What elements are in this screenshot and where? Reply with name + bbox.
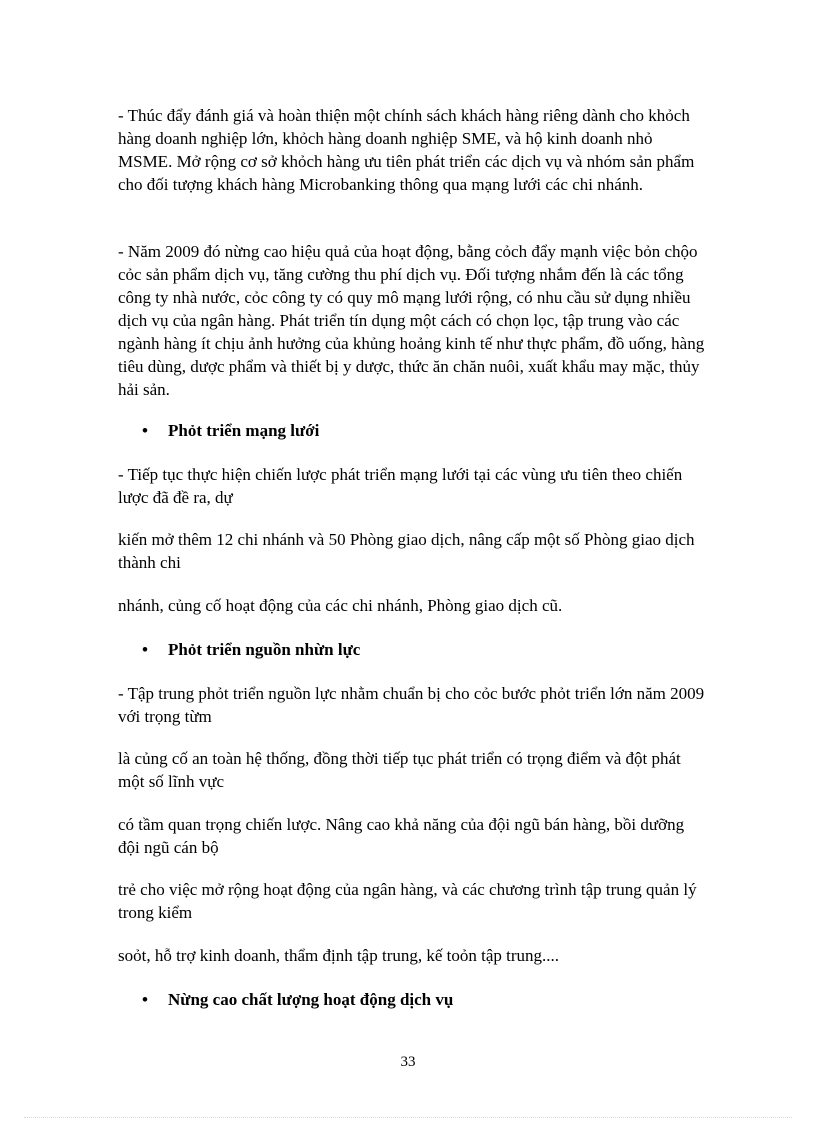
heading-network-development [142,419,319,442]
page-number: 33 [400,1054,416,1070]
heading-label: Phỏt triển nguồn nhừn lực [168,640,361,659]
paragraph-hr-focus: - Tập trung phỏt triển nguồn lực nhằm chuẩn bị cho cỏc bước phỏt triển lớn năm 2009 với trọng từm [118,684,705,726]
paragraph-customer-policy: - Thúc đẩy đánh giá và hoàn thiện một chính sách khách hàng riêng dành cho khỏch hàng doanh nghiệp lớn, khỏch hàng doanh nghiệp SME, và hộ kinh doanh nhỏ MSME. Mở rộng cơ sở khỏch hàng ưu tiên phát triển các dịch vụ và nhóm sản phẩm cho đối tượng khách hàng Microbanking thông qua mạng lưới các chi nhánh. [118,106,695,194]
paragraph-system-safety: là củng cố an toàn hệ thống, đồng thời tiếp tục phát triển có trọng điểm và đột phát một số lĩnh vực [118,749,681,791]
heading-label: Nừng cao chất lượng hoạt động dịch vụ [168,990,454,1009]
page-edge-divider [24,1117,792,1118]
heading-label: Phỏt triển mạng lưới [168,421,320,440]
paragraph-network-strategy: - Tiếp tục thực hiện chiến lược phát triển mạng lưới tại các vùng ưu tiên theo chiến lược đã đề ra, dự [118,465,683,507]
bullet-icon: • [142,421,148,440]
paragraph-centralized-control: soỏt, hỗ trợ kinh doanh, thẩm định tập trung, kế toỏn tập trung.... [118,946,560,965]
paragraph-branch-expansion: kiến mở thêm 12 chi nhánh và 50 Phòng giao dịch, nâng cấp một số Phòng giao dịch thành chi [118,530,695,572]
paragraph-sales-team: có tầm quan trọng chiến lược. Nâng cao khả năng của đội ngũ bán hàng, bồi dưỡng đội ngũ cán bộ [118,815,685,857]
bullet-icon: • [142,990,148,1009]
heading-human-resources [142,638,360,661]
paragraph-branch-consolidation: nhánh, củng cố hoạt động của các chi nhánh, Phòng giao dịch cũ. [118,596,563,615]
bullet-icon: • [142,640,148,659]
paragraph-2009-efficiency: - Năm 2009 đó nừng cao hiệu quả của hoạt động, bằng cỏch đẩy mạnh việc bỏn chộo cỏc sản phẩm dịch vụ, tăng cường thu phí dịch vụ. Đối tượng nhắm đến là các tổng công ty nhà nước, cỏc công ty có quy mô mạng lưới rộng, có nhu cầu sử dụng nhiều dịch vụ của ngân hàng. Phát triển tín dụng một cách có chọn lọc, tập trung vào các ngành hàng ít chịu ảnh hưởng của khủng hoảng kinh tế như thực phẩm, đồ uống, hàng tiêu dùng, dược phẩm và thiết bị y dược, thức ăn chăn nuôi, xuất khẩu may mặc, thủy hải sản. [118,242,705,399]
paragraph-young-staff: trẻ cho việc mở rộng hoạt động của ngân hàng, và các chương trình tập trung quản lý trong kiểm [118,880,697,922]
heading-service-quality [142,988,453,1011]
